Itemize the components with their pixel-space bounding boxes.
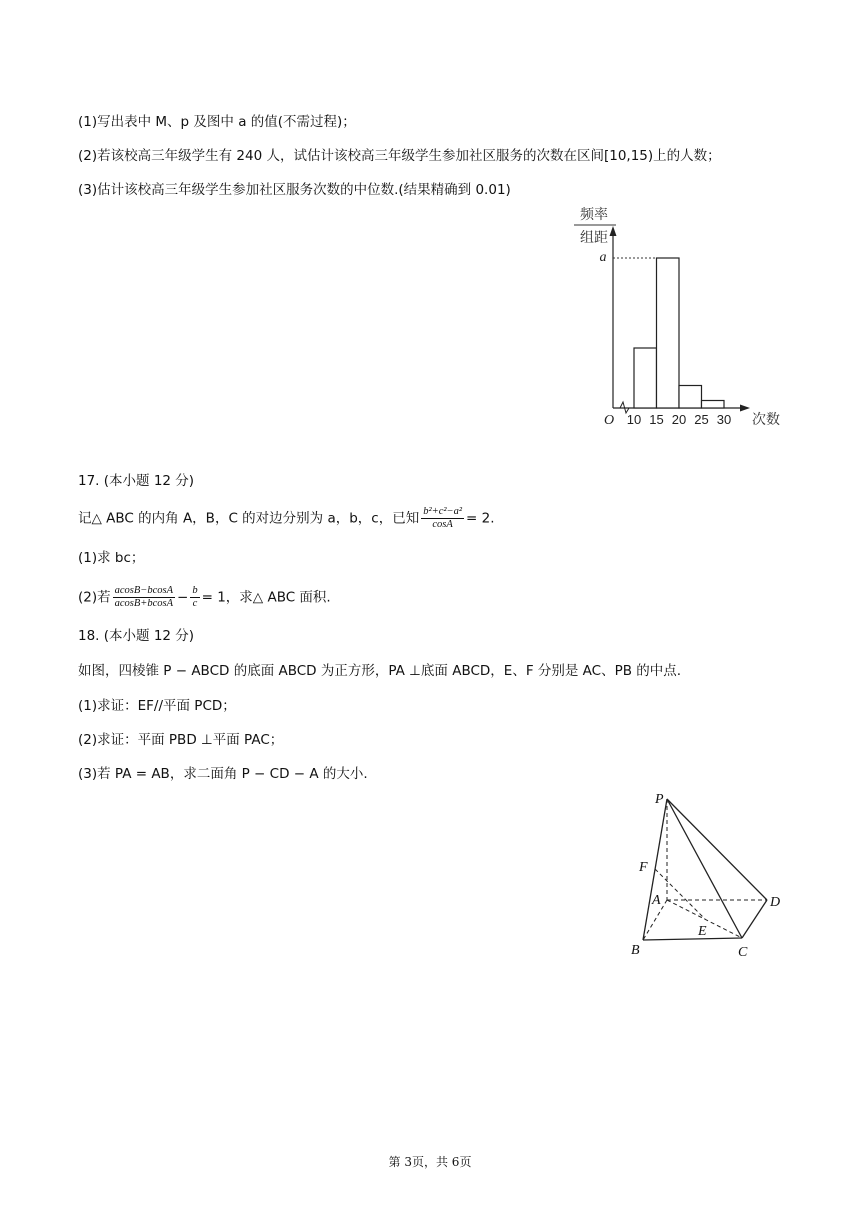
- histogram-bars: [634, 258, 724, 408]
- y-tick-a: a: [599, 250, 607, 265]
- x-tick-25: 25: [694, 412, 709, 427]
- q17-stem: [78, 506, 494, 531]
- edge-PC: [667, 799, 742, 938]
- frac3-numerator: b: [192, 585, 198, 596]
- frequency-histogram: [560, 200, 790, 440]
- q17-header: 17. (本小题 12 分): [78, 473, 195, 489]
- pyramid-figure: [625, 785, 795, 965]
- label-C: C: [738, 945, 748, 960]
- q17-part2: [78, 585, 331, 610]
- y-axis-arrow: [610, 226, 617, 236]
- histogram-bar-25-30: [702, 401, 725, 409]
- frac2-numerator: acosB−bcosA: [114, 585, 174, 596]
- histogram-bar-10-15: [634, 348, 657, 408]
- x-axis-arrow: [740, 405, 750, 412]
- frac1-denominator: cosA: [432, 519, 453, 530]
- q17-part2-end: = 1，求△ ABC 面积.: [201, 589, 331, 606]
- q16-part3: (3)估计该校高三年级学生参加社区服务次数的中位数.(结果精确到 0.01): [78, 182, 511, 198]
- frac3-denominator: c: [192, 598, 198, 609]
- segment-FE: [655, 869, 705, 919]
- ylabel-top: 频率: [580, 206, 608, 222]
- q18-stem: 如图，四棱锥 P − ABCD 的底面 ABCD 为正方形，PA ⊥底面 ABCD，E、F 分别是 AC、PB 的中点.: [78, 663, 682, 679]
- histogram-bar-15-20: [657, 258, 680, 408]
- q17-fraction3: [190, 585, 199, 610]
- q17-fraction2: [113, 585, 175, 610]
- label-D: D: [770, 895, 781, 910]
- x-tick-15: 15: [649, 412, 664, 427]
- frac1-numerator: b²+c²−a²: [423, 506, 462, 517]
- label-P: P: [655, 792, 664, 807]
- x-tick-10: 10: [626, 412, 642, 427]
- q17-part1: (1)求 bc；: [78, 550, 145, 566]
- q18-header: 18. (本小题 12 分): [78, 628, 195, 644]
- x-tick-labels: [627, 412, 731, 427]
- page-footer: 第 3页，共 6页: [388, 1155, 472, 1169]
- q17-stem-end: = 2.: [466, 510, 495, 527]
- x-tick-30: 30: [716, 412, 732, 427]
- q17-fraction: [421, 506, 464, 531]
- q18-part2: (2)求证：平面 PBD ⊥平面 PAC；: [78, 732, 284, 748]
- edge-PD: [667, 799, 767, 900]
- edge-CD: [742, 900, 767, 938]
- x-tick-20: 20: [671, 412, 687, 427]
- label-B: B: [631, 943, 640, 958]
- frac2-denominator: acosB+bcosA: [114, 598, 174, 609]
- q18-part1: (1)求证：EF//平面 PCD；: [78, 698, 236, 714]
- origin-label: O: [603, 413, 615, 428]
- label-A: A: [652, 893, 661, 908]
- q18-part3: (3)若 PA = AB，求二面角 P − CD − A 的大小.: [78, 766, 368, 782]
- q17-part2-prefix: (2)若: [78, 589, 111, 606]
- minus-sign: −: [177, 589, 189, 606]
- label-E: E: [698, 924, 707, 939]
- edge-BC: [643, 938, 742, 940]
- label-F: F: [639, 860, 648, 875]
- q17-stem-text: 记△ ABC 的内角 A，B，C 的对边分别为 a，b，c，已知: [78, 510, 420, 527]
- q16-part2: (2)若该校高三年级学生有 240 人，试估计该校高三年级学生参加社区服务的次数在区间[10,15)上的人数；: [78, 148, 721, 164]
- q16-part1: (1)写出表中 M、p 及图中 a 的值(不需过程)；: [78, 114, 356, 130]
- xlabel: 次数: [752, 411, 780, 427]
- ylabel-bottom: 组距: [580, 229, 608, 245]
- histogram-bar-20-25: [679, 386, 702, 409]
